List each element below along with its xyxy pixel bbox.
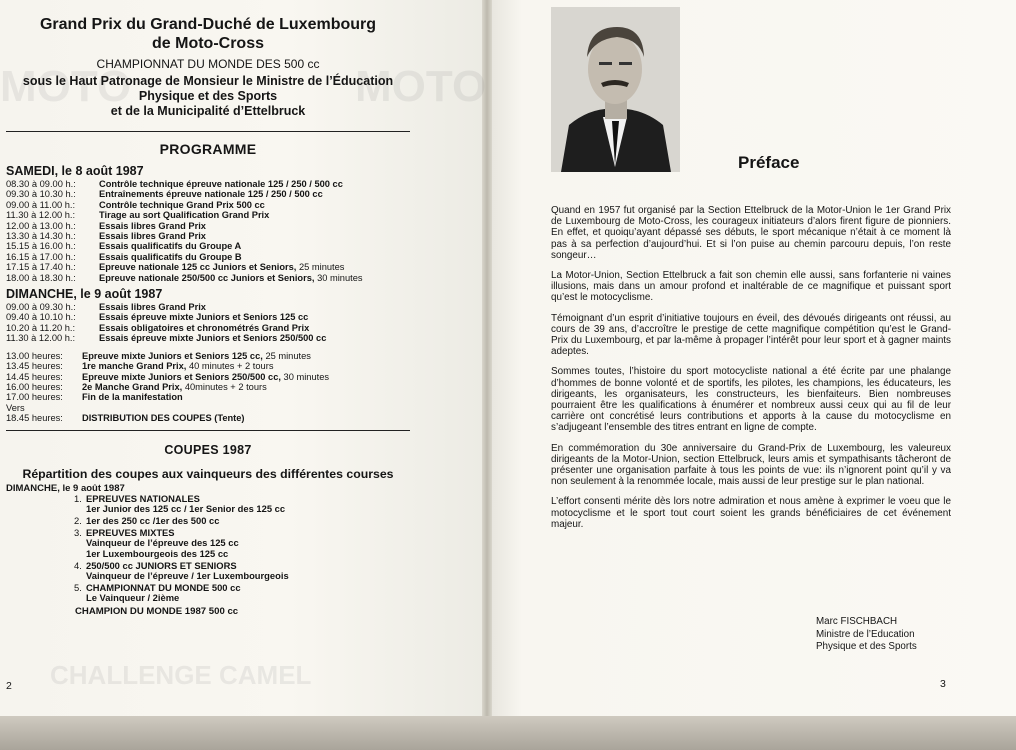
schedule-event-label: Epreuve nationale 125 cc Juniors et Seniors, [99, 262, 297, 273]
sunday-heading: DIMANCHE, le 9 août 1987 [6, 287, 163, 302]
cups-subheading: Répartition des coupes aux vainqueurs des différentes courses [22, 466, 394, 481]
cup-line: EPREUVES MIXTES [86, 527, 175, 539]
champion-line: CHAMPION DU MONDE 1987 500 cc [75, 605, 239, 617]
preface-paragraph: La Motor-Union, Section Ettelbruck a fait son chemin elle aussi, sans forfanterie ni vaines illusions, mais dans un amour profond et inaltérable de ce magnifique et puissant sport qu’est le motocyclisme. [551, 270, 951, 304]
schedule-duration: 30 minutes [280, 371, 330, 382]
schedule-event-label: 2e Manche Grand Prix, [82, 381, 183, 392]
schedule-event [99, 262, 344, 272]
schedule-row [6, 200, 410, 210]
schedule-duration: 40minutes + 2 tours [182, 381, 267, 392]
schedule-time: Vers [6, 402, 25, 413]
schedule-event [82, 351, 311, 361]
binding-gutter [482, 0, 492, 750]
programme-page [6, 0, 410, 617]
schedule-time: 13.45 heures: [6, 361, 63, 372]
saturday-schedule [6, 179, 410, 283]
cup-line: CHAMPIONNAT DU MONDE 500 cc [86, 582, 241, 594]
schedule-event [82, 413, 245, 423]
cup-line: 1er des 250 cc /1er des 500 cc [86, 514, 220, 526]
schedule-time: 09.00 à 09.30 h.: [6, 302, 76, 313]
patronage-line3: et de la Municipalité d’Ettelbruck [110, 104, 306, 118]
saturday-heading: SAMEDI, le 8 août 1987 [6, 164, 144, 178]
schedule-row [6, 179, 410, 189]
schedule-time: 18.00 à 18.30 h.: [6, 272, 76, 283]
patronage-line2: Physique et des Sports [138, 89, 278, 103]
schedule-event-label: Essais épreuve mixte Juniors et Seniors 250/500 cc [99, 333, 327, 344]
schedule-event-label: Epreuve mixte Juniors et Seniors 125 cc, [82, 350, 263, 361]
page-number-right: 3 [940, 678, 946, 690]
cup-item [74, 516, 410, 526]
signature-block [816, 616, 917, 654]
schedule-time: 09.40 à 10.10 h.: [6, 312, 76, 323]
signature-title-line2: Physique et des Sports [816, 641, 917, 653]
schedule-time: 11.30 à 12.00 h.: [6, 333, 76, 344]
schedule-event-label: Essais libres Grand Prix [99, 302, 206, 313]
cup-item [74, 583, 410, 603]
show-through-left-2: MOTO [0, 62, 132, 111]
scan-background [0, 716, 1016, 750]
cup-number: 1. [74, 492, 82, 504]
cups-list [6, 494, 410, 604]
schedule-event-label: Fin de la manifestation [82, 392, 183, 403]
schedule-row [6, 312, 410, 322]
cups-heading: COUPES 1987 [164, 442, 252, 457]
schedule-event-label: 1re manche Grand Prix, [82, 361, 187, 372]
schedule-event-label: Essais épreuve mixte Juniors et Seniors 125 cc [99, 312, 309, 323]
show-through-bottom: CHALLENGE CAMEL [50, 660, 312, 690]
schedule-event [99, 323, 309, 333]
schedule-time: 10.20 à 11.20 h.: [6, 322, 76, 333]
championship-subtitle: CHAMPIONNAT DU MONDE DES 500 cc [96, 57, 320, 71]
schedule-time: 13.30 à 14.30 h.: [6, 231, 76, 242]
schedule-row [6, 262, 410, 272]
schedule-row [6, 392, 410, 402]
preface-paragraph: En commémoration du 30e anniversaire du Grand-Prix de Luxembourg, les valeureux dirigeants de la Motor-Union, section Ettelbruck, leurs amis et sympathisants tâcheront de présenter une organisation parfaite à tous les points de vue: ils n’ignorent point qu’il y va non seulement à la renommée locale, mais aussi de leur prestige sur le plan national. [551, 442, 951, 488]
patronage-line1: sous le Haut Patronage de Monsieur le Ministre de l’Éducation [22, 74, 394, 88]
sunday-morning-schedule [6, 302, 410, 344]
schedule-event-label: Contrôle technique Grand Prix 500 cc [99, 199, 265, 210]
schedule-event [99, 210, 269, 220]
portrait-photo [551, 7, 680, 172]
schedule-event [99, 179, 343, 189]
schedule-time: 18.45 heures: [6, 413, 63, 424]
schedule-event [99, 200, 265, 210]
event-title-line2: de Moto-Cross [152, 35, 264, 52]
schedule-duration: 30 minutes [314, 272, 363, 283]
schedule-row [6, 221, 410, 231]
schedule-event [82, 372, 329, 382]
schedule-row [6, 323, 410, 333]
preface-paragraph: L’effort consenti mérite dès lors notre admiration et nous amène à exprimer le voeu que le motocyclisme et le sport tout court soient les grands bénéficiaires de cet événement majeur. [551, 496, 951, 530]
cup-item [74, 561, 410, 581]
schedule-duration: 40 minutes + 2 tours [186, 361, 274, 372]
schedule-time: 11.30 à 12.00 h.: [6, 210, 76, 221]
schedule-duration: 25 minutes [296, 262, 345, 273]
schedule-row [6, 361, 410, 371]
page-number-left: 2 [6, 680, 12, 692]
schedule-event [99, 241, 241, 251]
schedule-event [99, 273, 363, 283]
schedule-duration: 25 minutes [262, 350, 311, 361]
cups-day: DIMANCHE, le 9 août 1987 [6, 482, 125, 494]
cup-number: 5. [74, 582, 82, 594]
schedule-row [6, 302, 410, 312]
schedule-time: 08.30 à 09.00 h.: [6, 179, 76, 189]
schedule-row [6, 413, 410, 423]
preface-body [551, 205, 951, 539]
schedule-event [99, 252, 242, 262]
cup-line: 250/500 cc JUNIORS ET SENIORS [86, 559, 237, 571]
programme-heading: PROGRAMME [159, 141, 257, 157]
cup-line: 1er Junior des 125 cc / 1er Senior des 125 cc [86, 502, 286, 514]
schedule-row [6, 210, 410, 220]
preface-paragraph: Sommes toutes, l’histoire du sport motocycliste national a été écrite par une phalange d’hommes de bonne volonté et de sportifs, les pilotes, les champions, les éducateurs, les dirigeants, les organisateurs, les constructeurs, les bienfaiteurs. Bien nombreuses pourraient être les qualifications à énumérer et nombreux aussi ceux qui au fil de leur carrière ont concrétisé leurs contributions et apports à la cause du motocyclisme en s’adjugeant l’ensemble des titres entrant en ligne de compte. [551, 366, 951, 434]
schedule-time: 17.00 heures: [6, 392, 63, 403]
cup-line: Le Vainqueur / 2ième [86, 592, 180, 604]
schedule-event-label: Essais libres Grand Prix [99, 231, 206, 242]
schedule-event [99, 189, 323, 199]
schedule-row [6, 241, 410, 251]
cup-item [74, 494, 410, 514]
schedule-event [99, 333, 326, 343]
signature-name: Marc FISCHBACH [816, 616, 898, 627]
schedule-event [82, 392, 183, 402]
schedule-event-label: Essais obligatoires et chronométrés Grand Prix [99, 322, 310, 333]
preface-paragraph: Quand en 1957 fut organisé par la Section Ettelbruck de la Motor-Union le 1er Grand Prix de Luxembourg de Moto-Cross, les courageux initiateurs d’alors firent figure de pionniers. En effet, et quoiqu’ayant dépassé ses débuts, le sport mécanique n’était à ce moment là pas à sa perfection d’aujourd’hui. Et si l’on puise au chemin parcouru depuis, l’on reste songeur… [551, 205, 951, 261]
schedule-event-label: Essais qualificatifs du Groupe A [99, 241, 242, 252]
sunday-afternoon-schedule [6, 351, 410, 424]
preface-paragraph: Témoignant d’un esprit d’initiative toujours en éveil, des dévoués dirigeants ont réussi, au cours de 39 ans, d’accroître le prestige de cette magnifique compétition qu’est le Grand-Prix du Luxembourg, et par la-même à propager l’intérêt pour leur sport et à gagner maints adeptes. [551, 312, 951, 358]
schedule-event-label: Epreuve nationale 250/500 cc Juniors et Seniors, [99, 272, 315, 283]
schedule-time: 13.00 heures: [6, 350, 63, 361]
event-title-line1: Grand Prix du Grand-Duché de Luxembourg [39, 16, 377, 33]
schedule-row [6, 403, 410, 413]
schedule-time: 16.00 heures: [6, 381, 63, 392]
schedule-event [82, 382, 267, 392]
divider [6, 430, 410, 431]
schedule-event [82, 361, 273, 371]
schedule-row [6, 372, 410, 382]
schedule-row [6, 351, 410, 361]
cup-line: Vainqueur de l’épreuve des 125 cc [86, 537, 239, 549]
schedule-event [99, 231, 206, 241]
schedule-event [99, 312, 308, 322]
schedule-event [99, 221, 206, 231]
schedule-row [6, 252, 410, 262]
schedule-row [6, 382, 410, 392]
cup-number: 3. [74, 527, 82, 539]
schedule-event-label: Tirage au sort Qualification Grand Prix [99, 210, 270, 221]
schedule-row [6, 273, 410, 283]
schedule-time: 17.15 à 17.40 h.: [6, 262, 76, 273]
schedule-event [99, 302, 206, 312]
schedule-time: 09.30 à 10.30 h.: [6, 189, 76, 200]
cup-number: 4. [74, 559, 82, 571]
schedule-time: 09.00 à 11.00 h.: [6, 199, 76, 210]
schedule-row [6, 231, 410, 241]
schedule-event-label: DISTRIBUTION DES COUPES (Tente) [82, 413, 245, 424]
divider [6, 131, 410, 132]
schedule-time: 15.15 à 16.00 h.: [6, 241, 76, 252]
schedule-row [6, 189, 410, 199]
schedule-event-label: Contrôle technique épreuve nationale 125 / 250 / 500 cc [99, 179, 343, 189]
cup-number: 2. [74, 514, 82, 526]
cup-line: EPREUVES NATIONALES [86, 492, 200, 504]
cup-line: Vainqueur de l’épreuve / 1er Luxembourgeois [86, 569, 289, 581]
preface-heading: Préface [738, 153, 800, 172]
cup-item [74, 528, 410, 559]
schedule-event-label: Entraînements épreuve nationale 125 / 250 / 500 cc [99, 189, 323, 200]
cup-line: 1er Luxembourgeois des 125 cc [86, 547, 229, 559]
schedule-time: 16.15 à 17.00 h.: [6, 251, 76, 262]
schedule-event-label: Essais libres Grand Prix [99, 220, 206, 231]
portrait-image [551, 7, 680, 172]
schedule-time: 14.45 heures: [6, 371, 63, 382]
schedule-event-label: Essais qualificatifs du Groupe B [99, 251, 242, 262]
schedule-row [6, 333, 410, 343]
signature-title-line1: Ministre de l’Education [816, 628, 915, 640]
schedule-time: 12.00 à 13.00 h.: [6, 220, 76, 231]
show-through-left: MOTO [355, 62, 487, 111]
schedule-event-label: Epreuve mixte Juniors et Seniors 250/500 cc, [82, 371, 281, 382]
